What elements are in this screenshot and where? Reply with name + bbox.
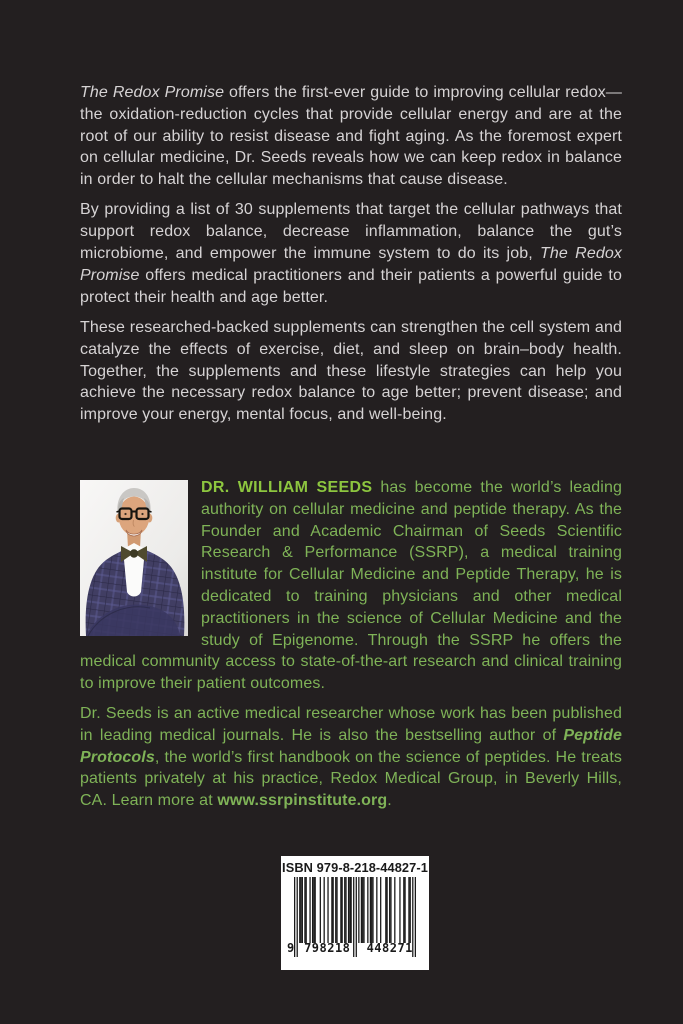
bio-paragraph-2-text: . (387, 792, 392, 810)
synopsis-paragraph-1-text: offers the first-ever guide to improving cellular redox—the oxidation-reduction cycles that provide cellular energy and are at the root of our ability to resist disease and fight aging. As the foremost expert on cellular medicine, Dr. Seeds reveals how we can keep redox in balance in order to halt the cellular mechanisms that cause disease. (80, 84, 622, 189)
synopsis-paragraph-2 (80, 199, 622, 308)
barcode-digit-lead: 9 (287, 941, 295, 955)
synopsis-paragraph-3 (80, 317, 622, 426)
book-title-italic: The Redox Promise (80, 84, 225, 101)
peptide-protocols-title: Peptide Protocols (80, 726, 622, 766)
isbn-barcode (281, 856, 429, 970)
synopsis-paragraph-3-text: These researched-backed supplements can strengthen the cell system and catalyze the effects of exercise, diet, and sleep on brain–body health. Together, the supplements and these lifestyle strategies can help you achieve the necessary redox balance to age better; prevent disease; and improve your energy, mental focus, and well-being. (80, 318, 622, 424)
author-bio-section (80, 477, 622, 820)
bio-paragraph-2-text: , the world’s first handbook on the science of peptides. He treats patients privately at his practice, Redox Medical Group, in Beverly Hills, CA. Learn more at (80, 748, 622, 810)
author-photo (80, 480, 188, 636)
website-url: www.ssrpinstitute.org (217, 792, 388, 810)
barcode-digit-group2: 448271 (366, 941, 413, 955)
synopsis-paragraph-2-text: offers medical practitioners and their patients a powerful guide to protect their health and age better. (80, 266, 622, 306)
synopsis-paragraph-2-lead: By providing a list of 30 supplements that target the cellular pathways that support redox balance, decrease inflammation, balance the gut’s microbiome, and empower the immune system to do its job, (80, 201, 622, 263)
bio-paragraph-1-text: has become the world’s leading authority on cellular medicine and peptide therapy. As the Founder and Academic Chairman of Seeds Scientific Research & Performance (SSRP), a medical training institute for Cellular Medicine and Peptide Therapy, he is dedicated to training physicians and other medical practitioners in the science of Cellular Medicine and the study of Epigenome. Through the SSRP he offers the medical community access to state-of-the-art research and clinical training to improve their patient outcomes. (80, 479, 622, 693)
author-name: DR. WILLIAM SEEDS (201, 479, 373, 496)
bio-paragraph-2 (80, 703, 622, 812)
barcode-digits (287, 942, 421, 955)
isbn-label: ISBN 979-8-218-44827-1 (282, 860, 428, 875)
book-title-italic: The Redox Promise (80, 245, 622, 284)
synopsis-section (80, 82, 622, 434)
synopsis-paragraph-1 (80, 82, 622, 191)
barcode-bars (281, 877, 429, 957)
barcode-digit-group1: 798218 (304, 941, 351, 955)
bio-paragraph-2-text: Dr. Seeds is an active medical researcher whose work has been published in leading medical journals. He is also the bestselling author of (80, 704, 622, 744)
author-portrait-illustration (80, 480, 188, 636)
